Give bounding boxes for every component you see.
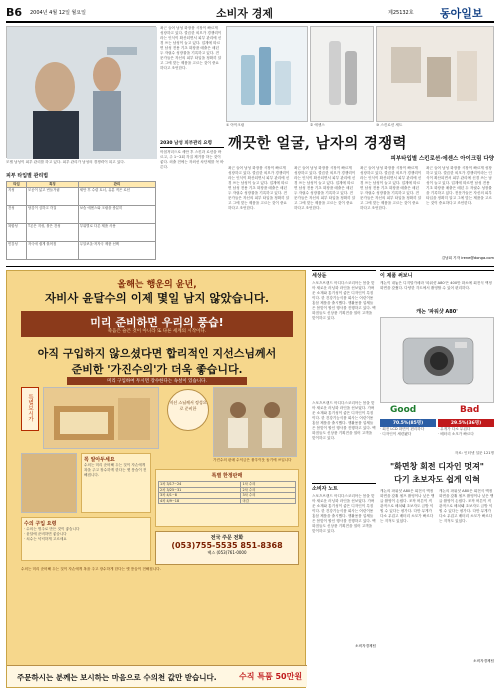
ad-main-title: 자비사 윤달수의 이제 몇일 남지 않았습니다. [45,291,269,305]
table-cell: 민감성 [7,241,27,259]
skin-type-table [6,172,156,264]
table-cell: 부위별로 다른 제품 사용 [78,223,155,241]
ad-box-image [21,453,77,513]
table-title: 피부 타입별 관리법 [6,173,49,179]
ad-notice-title: 꼭 알아두세요 [84,457,115,463]
price-value: 3차 수의 [241,493,296,499]
tips-sidebar [160,140,224,262]
page-header [6,4,494,20]
story2-byline: 소비자경제팀 [355,644,376,648]
paper-logo: 동아일보 [440,7,483,20]
camera-body-col-1: 캐논의 파워샷 A80은 회전식 액정 화면을 갖춰 셀프 촬영이나 낮은 앵글 촬영이 손쉽다. 조작 버튼이 직관적으로 배치돼 초보자도 금방 익힐 수 있다는 평가다. 다만 무게가 다소 무겁고 배터리 소모가 빠르다는 지적도 있었다. [380,489,435,523]
table-cell: 지성 [7,187,27,205]
ad-phone-label: 전국 주문 전화 [210,535,244,541]
camera-byline: 소비자경제팀 [473,659,494,663]
section-title: 소비자 경제 [216,7,273,20]
subsection-text: 스포츠브랜드 아디다스코리아는 봄을 맞아 새로운 러닝화 라인을 선보였다. 가벼운 소재와 통기성이 좋은 디자인이 특징이다. 한 건강기능식품 회사는 어린이용 홍삼 제품을 출시했다. 생활용품 업체들은 봄맞이 할인 행사를 진행하고 있다. 백화점들도 신상품 기획전을 열어 고객을 맞이하고 있다. [312,494,376,533]
ad-price-box [155,469,299,527]
sidebar-title: 2030 남성 피부관리 요령 [160,140,224,148]
ad-product-image [43,387,159,449]
table-row [7,223,156,241]
man-portrait-icon [7,27,157,159]
ad-footer-price: 수직 특품 50만원 [239,672,303,681]
ad-band [21,311,293,337]
camera-section-label: 이 제품 써보니 [380,270,494,279]
people-icon [214,388,298,458]
ad-band-sub: 죽음은 슬픈 것이 아니라 또 다른 세계의 시작이다. [107,329,207,334]
brief-text-2: 스포츠브랜드 아디다스코리아는 봄을 맞아 새로운 러닝화 라인을 선보였다. 가벼운 소재와 통기성이 좋은 디자인이 특징이다. 한 건강기능식품 회사는 어린이용 홍삼 제품을 출시했다. 생활용품 업체들은 봄맞이 할인 행사를 진행하고 있다. 백화점들도 신상품 기획전을 열어 고객을 맞이하고 있다. [312,401,376,440]
ad-notice-text: 수의는 미리 준비해 두는 것이 자손에게 복을 주고 장수하게 한다는 옛 풍습이 전해집니다. [84,463,147,477]
funeral-clothes-ad [6,270,306,688]
intro-column: 최근 들어 남성 화장품 시장이 빠르게 성장하고 있다. 깔끔한 외모가 경쟁력이라는 인식이 확산되면서 피부 관리에 신경 쓰는 남성이 늘고 있다. 업계에 따르면 남성 전용 기초 화장품 매출은 매년 두 자릿수 성장률을 기록하고 있다. 전문가들은 자신의 피부 타입을 정확히 알고 그에 맞는 제품을 고르는 것이 중요하다고 조언한다. [160,26,222,70]
table-row [7,241,156,259]
table-header-cell: 특징 [27,182,79,188]
ad-tip-line: · 수의는 명주로 만든 것이 좋습니다 [24,527,80,531]
ad-seal [21,387,39,431]
ad-tips-box [21,517,151,561]
ad-seal-text-1: 특별 [27,394,33,405]
ad-footer [7,665,307,687]
model-photo [6,26,156,158]
body-col-4: 최근 들어 남성 화장품 시장이 빠르게 성장하고 있다. 깔끔한 외모가 경쟁력이라는 인식이 확산되면서 피부 관리에 신경 쓰는 남성이 늘고 있다. 업계에 따르면 남성 전용 기초 화장품 매출은 매년 두 자릿수 성장률을 기록하고 있다. 전문가들은 자신의 피부 타입을 정확히 알고 그에 맞는 제품을 고르는 것이 중요하다고 조언한다. [426,166,492,205]
camera-headline-2: 다기 초보자도 쉽게 익혀 [394,474,480,484]
ad-seal-text-2: 보시가 [27,405,33,422]
skincare-set-icon [377,27,495,123]
ad-people-photo [213,387,297,457]
issue-number: 제25132호 [388,10,414,16]
ad-mid-line-2: 준비한 '가진수의'가 더욱 좋습니다. [71,363,243,376]
product-caption-1: ① 아이크림 [226,123,245,127]
good-score: 70.5%(85명) [380,419,436,427]
price-row [159,498,296,504]
ad-stamp: 지선 스님께서 정성으로 준비한 [167,389,209,431]
body-col-1: 최근 들어 남성 화장품 시장이 빠르게 성장하고 있다. 깔끔한 외모가 경쟁력이라는 인식이 확산되면서 피부 관리에 신경 쓰는 남성이 늘고 있다. 업계에 따르면 남성 전용 기초 화장품 매출은 매년 두 자릿수 성장률을 기록하고 있다. 전문가들은 자신의 피부 타입을 정확히 알고 그에 맞는 제품을 고르는 것이 중요하다고 조언한다. [228,166,290,210]
price-value: 2차 수의 [241,487,296,493]
ad-tips-title: 수의 구입 요령 [24,521,57,527]
ad-mid-line-1: 아직 구입하지 않으셨다면 합리적인 지선스님께서 [37,347,277,360]
sidebar-text: 아침저녁으로 세안 후 스킨과 로션을 바르고, 주 1~2회 각질 제거를 하는 것이 좋다. 외출 전에는 자외선 차단제를 꼭 바른다. [160,150,224,169]
ad-tip-line: · 윤달에 준비하면 좋습니다 [24,532,67,536]
header-rule [6,21,494,23]
price-value: 1차 수의 [241,482,296,488]
product-photo-3 [376,26,494,122]
table-cell: 무알코올·저자극 제품 선택 [78,241,155,259]
clothes-box-icon [44,388,160,450]
table-cell: 복합성 [7,223,27,241]
product-photo-2 [310,26,374,122]
ad-band-title: 미리 준비하면 우리의 풍습! [90,316,224,329]
news-briefs [312,270,376,688]
good-label: Good [390,405,417,415]
price-value: 마감 [241,498,296,504]
product-name: 캐논 '파워샷 A80' [416,309,458,315]
ad-notice-box [81,453,151,513]
issue-date: 2004년 4월 12일 월요일 [30,10,87,16]
ad-footer-text: 주문하시는 분께는 보시하는 마음으로 수의천 값만 받습니다. [17,673,217,682]
product-caption-2: ② 에센스 [310,123,325,127]
ad-people-caption: 가진수의 판매 수익금은 불우이웃 돕기에 쓰입니다 [213,458,292,462]
brief-text: 스포츠브랜드 아디다스코리아는 봄을 맞아 새로운 러닝화 라인을 선보였다. 가벼운 소재와 통기성이 좋은 디자인이 특징이다. 한 건강기능식품 회사는 어린이용 홍삼 제품을 출시했다. 생활용품 업체들은 봄맞이 할인 행사를 진행하고 있다. 백화점들도 신상품 기획전을 열어 고객을 맞이하고 있다. [312,281,376,320]
camera-review [380,270,494,688]
subsection-label: 소비자 노트 [312,483,376,492]
page-number: B6 [6,6,23,19]
ad-tip-line: · 치수는 넉넉하게 고르세요 [24,537,67,541]
section-divider [6,266,494,267]
price-label: 4차 4/9~18 [159,498,241,504]
ad-phone-number: (053)755-5535 851-8368 [171,541,283,550]
table-cell: 세안 후 수렴 토너, 유분 적은 로션 [78,187,155,205]
ad-mid-sub: 미리 구입하여 두시면 장수한다는 속설이 있습니다. [67,377,247,385]
tube-icon [311,27,375,123]
table-cell: 모공이 넓고 번들거림 [27,187,79,205]
section-label: 세상돋 [312,270,376,279]
table-cell: 건성 [7,205,27,223]
camera-icon [381,318,495,404]
camera-headline-1: "화면창 회전 디자인 멋져" [390,461,484,471]
ad-fine-print: 수의는 미리 준비해 두는 것이 자손에게 복을 주고 장수하게 한다는 옛 풍습이 전해집니다. [21,567,161,571]
camera-body-col-2: 캐논의 파워샷 A80은 회전식 액정 화면을 갖춰 셀프 촬영이나 낮은 앵글 촬영이 손쉽다. 조작 버튼이 직관적으로 배치돼 초보자도 금방 익힐 수 있다는 평가다. 다만 무게가 다소 무겁고 배터리 소모가 빠르다는 지적도 있었다. [439,489,494,523]
table-header-cell: 관리 [78,182,155,188]
product-caption-3: ③ 스킨로션 세트 [376,123,403,127]
subheadline: 피부타입별 스킨로션·에센스 아이크림 다양 [390,156,494,162]
ad-fax: 팩스 (053)761-0000 [207,550,247,555]
table-row [7,205,156,223]
table-cell: 자극에 쉽게 붉어짐 [27,241,79,259]
table-row [7,187,156,205]
ad-top-line: 올해는 행운의 윤년, [117,280,197,290]
table-cell: T존은 지성, 볼은 건성 [27,223,79,241]
price-label: 3차 4/1~8 [159,493,241,499]
good-items: · 회전 LCD 화면이 편리하다 · 디자인이 세련됐다 [380,427,425,436]
bottle-icon [227,27,309,123]
body-col-3: 최근 들어 남성 화장품 시장이 빠르게 성장하고 있다. 깔끔한 외모가 경쟁력이라는 인식이 확산되면서 피부 관리에 신경 쓰는 남성이 늘고 있다. 업계에 따르면 남성 전용 기초 화장품 매출은 매년 두 자릿수 성장률을 기록하고 있다. 전문가들은 자신의 피부 타입을 정확히 알고 그에 맞는 제품을 고르는 것이 중요하다고 조언한다. [360,166,422,210]
body-col-2: 최근 들어 남성 화장품 시장이 빠르게 성장하고 있다. 깔끔한 외모가 경쟁력이라는 인식이 확산되면서 피부 관리에 신경 쓰는 남성이 늘고 있다. 업계에 따르면 남성 전용 기초 화장품 매출은 매년 두 자릿수 성장률을 기록하고 있다. 전문가들은 자신의 피부 타입을 정확히 알고 그에 맞는 제품을 고르는 것이 중요하다고 조언한다. [294,166,356,210]
bad-label: Bad [460,405,480,415]
table-cell: 보습 에센스와 크림을 충분히 [78,205,155,223]
product-photo-1 [226,26,308,122]
survey-note: 자료: 인터넷 설문 121명 [454,451,494,455]
photo-caption: 모델 남성이 피부 관리를 하고 있다. 피부 관리가 남성의 경쟁력이 되고 있다. [6,160,125,164]
bad-score: 29.5%(36명) [438,419,494,427]
ad-phone-block [155,531,299,565]
byline: 김남희 기자 irene@donga.com [441,256,494,260]
camera-intro: 캐논이 내놓은 디지털카메라 '파워샷 A80'은 400만 화소에 회전식 액정 화면을 갖췄다. 다양한 각도에서 촬영할 수 있어 편리하다. [380,281,492,290]
price-label: 1차 3/17~24 [159,482,241,488]
price-label: 2차 3/25~31 [159,487,241,493]
table-cell: 당김이 심하고 각질 [27,205,79,223]
bad-items: · 무게가 다소 무겁다 · 배터리 소모가 빠르다 [438,427,474,436]
table-header-cell: 타입 [7,182,27,188]
ad-price-title: 특별 한정판매 [211,473,243,479]
headline: 깨끗한 얼굴, 남자의 경쟁력 [228,135,407,152]
camera-photo [380,317,494,403]
